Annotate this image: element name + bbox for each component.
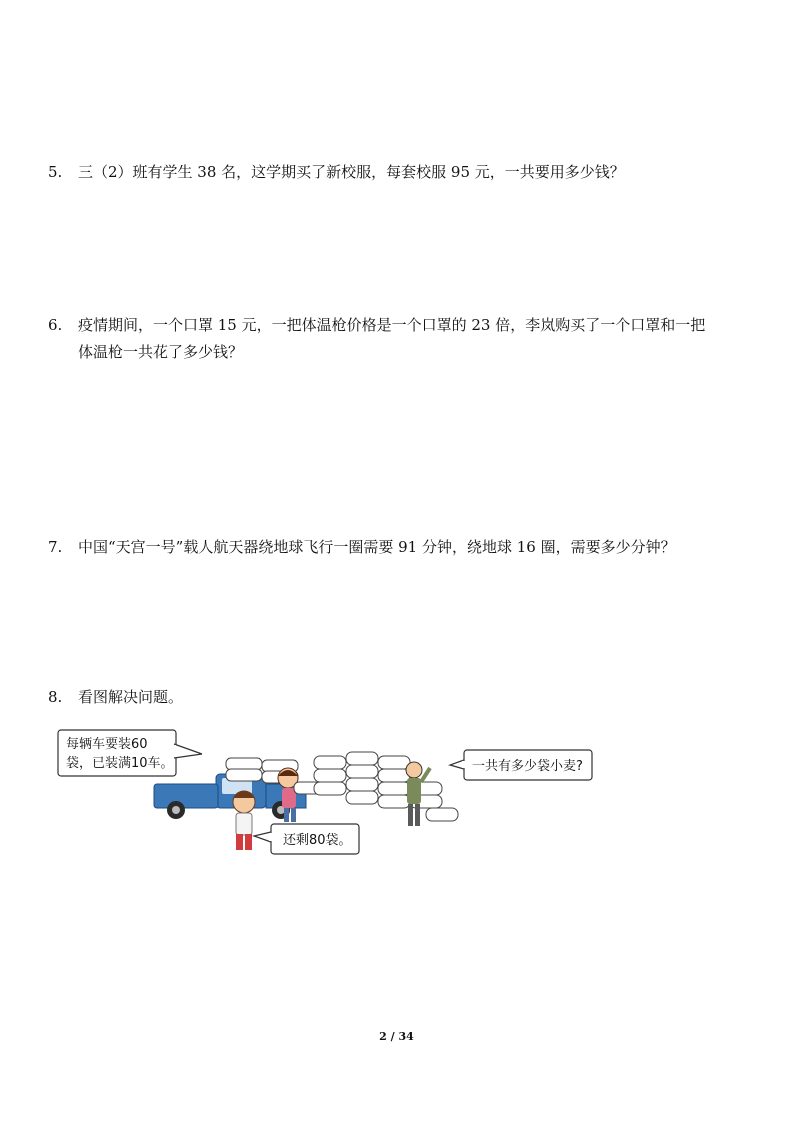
question-text: 中国“天宫一号”载人航天器绕地球飞行一圈需要 91 分钟，绕地球 16 圈，需要多少分钟？	[78, 538, 676, 556]
question-8	[48, 684, 748, 711]
question-number: 7.	[48, 538, 63, 556]
question-text: 三（2）班有学生 38 名，这学期买了新校服，每套校服 95 元，一共要用多少钱？	[78, 163, 625, 181]
question-number: 8.	[48, 688, 63, 706]
question-6	[48, 312, 748, 366]
bubble-remaining-text: 还剩80袋。	[283, 833, 352, 848]
question-text: 疫情期间，一个口罩 15 元，一把体温枪价格是一个口罩的 23 倍，李岚购买了一个口罩和一把	[78, 316, 706, 334]
remaining-speech-bubble	[254, 824, 359, 854]
bubble-truck-line1: 每辆车要装60	[66, 737, 148, 752]
question-text-continued: 体温枪一共花了多少钱？	[78, 343, 244, 361]
page-indicator: 2 / 34	[379, 1030, 414, 1043]
wheat-bags-illustration	[56, 724, 616, 864]
question-text: 看图解决问题。	[78, 688, 184, 706]
bubble-question-text: 一共有多少袋小麦?	[472, 759, 583, 774]
question-speech-bubble	[450, 750, 592, 780]
question-5	[48, 159, 748, 186]
question-number: 5.	[48, 163, 63, 181]
boy-figure-icon	[233, 791, 255, 850]
question-number: 6.	[48, 316, 63, 334]
wheat-bags-pile-icon	[314, 752, 458, 821]
bubble-truck-line2: 袋，已装满10车。	[66, 756, 174, 771]
truck-driver-speech-bubble	[58, 730, 202, 776]
question-7	[48, 534, 748, 561]
